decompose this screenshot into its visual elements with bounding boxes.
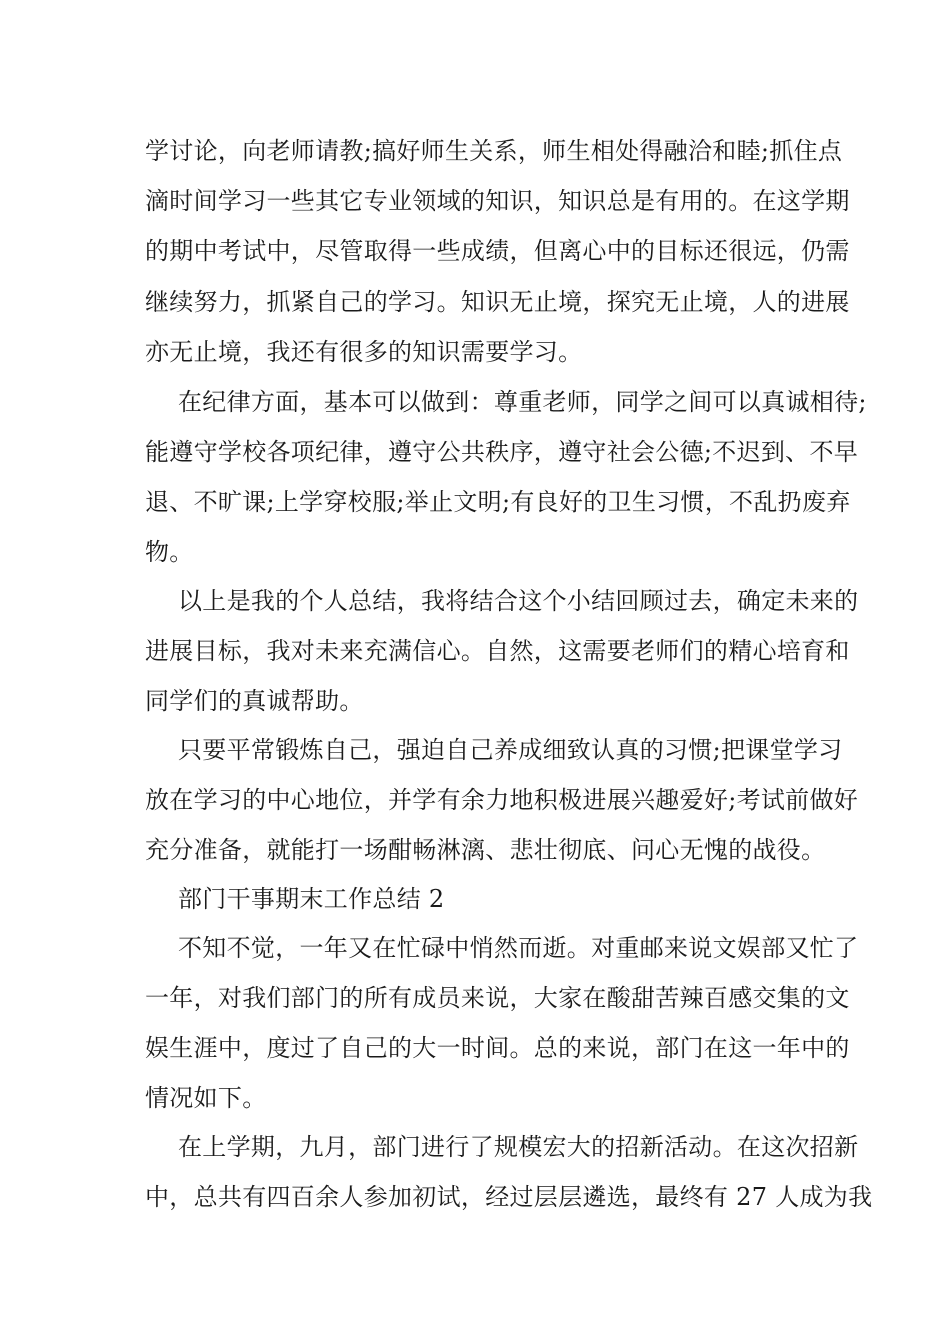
paragraph-first-line: 不知不觉，一年又在忙碌中悄然而逝。对重邮来说文娱部又忙了 [178,934,859,962]
text-line: 继续努力，抓紧自己的学习。知识无止境，探究无止境，人的进展 [145,288,850,316]
text-line: 亦无止境，我还有很多的知识需要学习。 [145,338,583,366]
text-line: 能遵守学校各项纪律，遵守公共秩序，遵守社会公德;不迟到、不早 [145,438,859,466]
text-line: 充分准备，就能打一场酣畅淋漓、悲壮彻底、问心无愧的战役。 [145,836,826,864]
text-line: 学讨论，向老师请教;搞好师生关系，师生相处得融洽和睦;抓住点 [145,137,843,165]
text-line: 物。 [145,538,194,566]
text-line: 放在学习的中心地位，并学有余力地积极进展兴趣爱好;考试前做好 [145,786,859,814]
text-line: 同学们的真诚帮助。 [145,687,364,715]
text-line: 一年，对我们部门的所有成员来说，大家在酸甜苦辣百感交集的文 [145,984,850,1012]
paragraph-first-line: 在纪律方面，基本可以做到：尊重老师，同学之间可以真诚相待; [178,388,867,416]
paragraph-first-line: 在上学期，九月，部门进行了规模宏大的招新活动。在这次招新 [178,1133,859,1161]
text-line: 退、不旷课;上学穿校服;举止文明;有良好的卫生习惯，不乱扔废弃 [145,488,851,516]
text-line: 情况如下。 [145,1084,267,1112]
text-line: 进展目标，我对未来充满信心。自然，这需要老师们的精心培育和 [145,637,850,665]
text-line: 中，总共有四百余人参加初试，经过层层遴选，最终有 27 人成为我 [145,1183,873,1211]
paragraph-first-line: 只要平常锻炼自己，强迫自己养成细致认真的习惯;把课堂学习 [178,736,843,764]
text-line: 娱生涯中，度过了自己的大一时间。总的来说，部门在这一年中的 [145,1034,850,1062]
text-line: 滴时间学习一些其它专业领域的知识，知识总是有用的。在这学期 [145,187,850,215]
section-heading: 部门干事期末工作总结 2 [178,885,445,913]
text-line: 的期中考试中，尽管取得一些成绩，但离心中的目标还很远，仍需 [145,237,850,265]
paragraph-first-line: 以上是我的个人总结，我将结合这个小结回顾过去，确定未来的 [178,587,859,615]
